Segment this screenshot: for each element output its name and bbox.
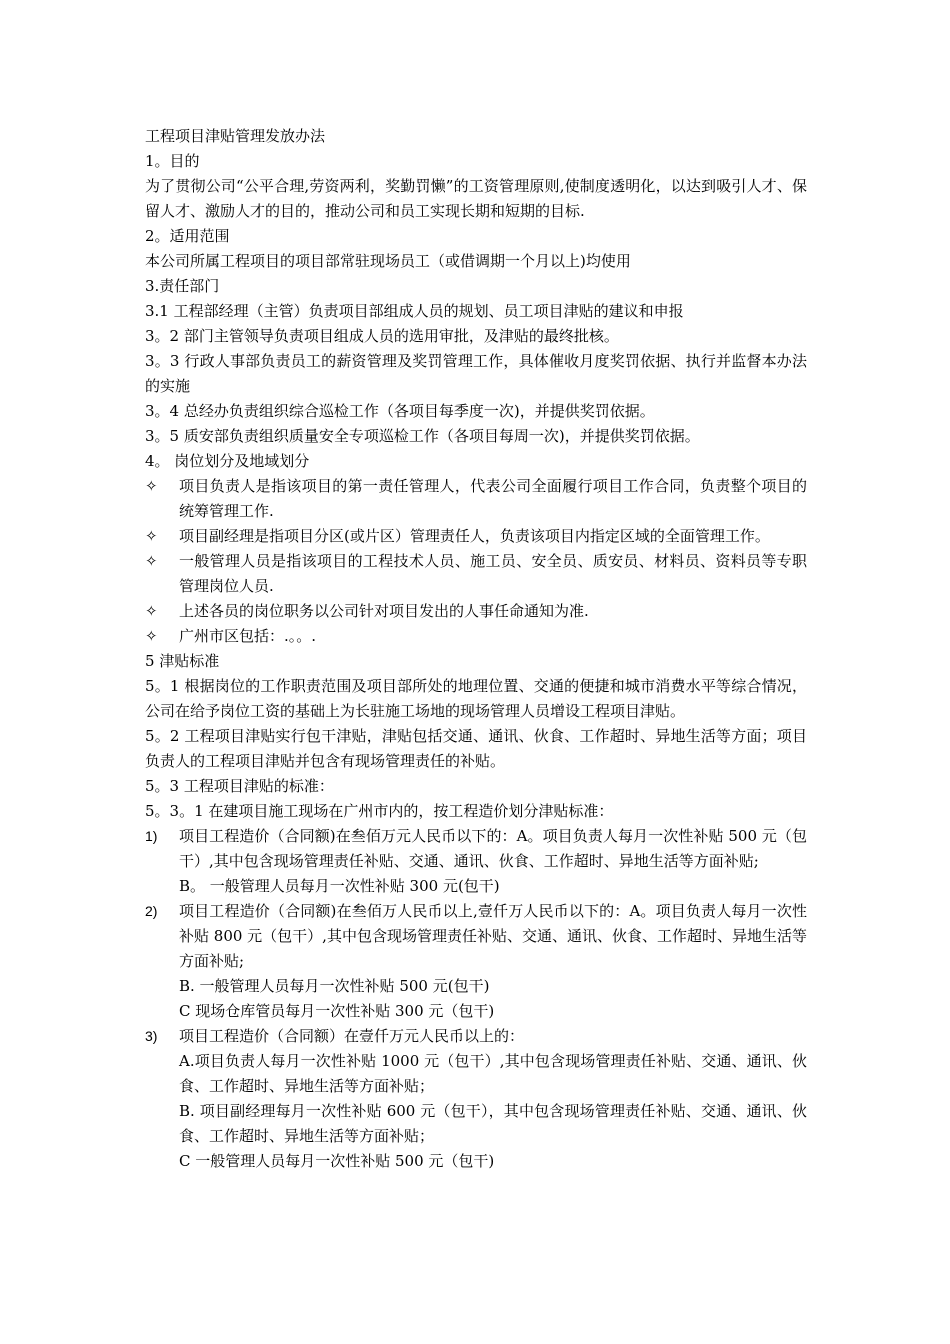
bullet-item [145, 599, 807, 624]
tier-sub-item: B。 一般管理人员每月一次性补贴 300 元(包干) [179, 877, 500, 895]
bullet-text: 项目副经理是指项目分区(或片区）管理责任人，负责该项目内指定区域的全面管理工作。 [179, 527, 770, 545]
section-2-body: 本公司所属工程项目的项目部常驻现场员工（或借调期一个月以上)均使用 [145, 252, 631, 270]
bullet-item [145, 474, 807, 524]
tier-sub-item: B. 项目副经理每月一次性补贴 600 元（包干），其中包含现场管理责任补贴、交通、通讯、伙食、工作超时、异地生活等方面补贴； [179, 1102, 807, 1145]
tier-item [145, 824, 807, 874]
tier-text: 项目工程造价（合同额）在壹仟万元人民币以上的： [179, 1027, 525, 1045]
section-3-heading: 3.责任部门 [145, 277, 220, 295]
tier-number: 1) [145, 828, 158, 844]
section-3-item: 3。3 行政人事部负责员工的薪资管理及奖罚管理工作，具体催收月度奖罚依据、执行并监督本办法的实施 [145, 352, 807, 395]
tier-item [145, 1024, 807, 1049]
section-5-item: 5。2 工程项目津贴实行包干津贴，津贴包括交通、通讯、伙食、工作超时、异地生活等方面；项目负责人的工程项目津贴并包含有现场管理责任的补贴。 [145, 727, 807, 770]
tier-sub-item: C 现场仓库管员每月一次性补贴 300 元（包干) [179, 1002, 495, 1020]
section-1-heading: 1。目的 [145, 152, 200, 170]
section-3-item: 3。4 总经办负责组织综合巡检工作（各项目每季度一次)，并提供奖罚依据。 [145, 402, 655, 420]
bullet-star-icon: ✧ [145, 602, 158, 620]
tier-text: 项目工程造价（合同额)在叁佰万元人民币以下的：A。项目负责人每月一次性补贴 500 元（包干）,其中包含现场管理责任补贴、交通、通讯、伙食、工作超时、异地生活等方面补贴; [179, 827, 807, 870]
bullet-star-icon: ✧ [145, 477, 158, 495]
bullet-star-icon: ✧ [145, 527, 158, 545]
section-5-item: 5。3。1 在建项目施工现场在广州市内的，按工程造价划分津贴标准： [145, 802, 614, 820]
section-3-item: 3。5 质安部负责组织质量安全专项巡检工作（各项目每周一次)，并提供奖罚依据。 [145, 427, 700, 445]
tier-number: 3) [145, 1028, 158, 1044]
section-3-item: 3。2 部门主管领导负责项目组成人员的选用审批，及津贴的最终批核。 [145, 327, 619, 345]
bullet-star-icon: ✧ [145, 627, 158, 645]
bullet-text: 广州市区包括：.。。. [179, 627, 317, 645]
bullet-text: 上述各员的岗位职务以公司针对项目发出的人事任命通知为准. [179, 602, 589, 620]
bullet-star-icon: ✧ [145, 552, 158, 570]
section-4-heading: 4。 岗位划分及地域划分 [145, 452, 310, 470]
bullet-item [145, 624, 807, 649]
section-5-heading: 5 津贴标准 [145, 652, 220, 670]
bullet-text: 项目负责人是指该项目的第一责任管理人，代表公司全面履行项目工作合同，负责整个项目的统筹管理工作. [179, 477, 807, 520]
bullet-text: 一般管理人员是指该项目的工程技术人员、施工员、安全员、质安员、材料员、资料员等专职管理岗位人员. [179, 552, 807, 595]
document-body [145, 124, 807, 1174]
section-3-item: 3.1 工程部经理（主管）负责项目部组成人员的规划、员工项目津贴的建议和申报 [145, 302, 684, 320]
bullet-item [145, 524, 807, 549]
tier-item [145, 899, 807, 974]
section-5-item: 5。3 工程项目津贴的标准： [145, 777, 334, 795]
section-2-heading: 2。适用范围 [145, 227, 230, 245]
section-5-item: 5。1 根据岗位的工作职责范围及项目部所处的地理位置、交通的便捷和城市消费水平等综合情况，公司在给予岗位工资的基础上为长驻施工场地的现场管理人员增设工程项目津贴。 [145, 677, 807, 720]
tier-number: 2) [145, 903, 158, 919]
tier-text: 项目工程造价（合同额)在叁佰万人民币以上,壹仟万人民币以下的：A。项目负责人每月一次性补贴 800 元（包干）,其中包含现场管理责任补贴、交通、通讯、伙食、工作超时、异地生活等方面补贴; [179, 902, 807, 970]
document-title: 工程项目津贴管理发放办法 [145, 127, 326, 145]
tier-sub-item: A.项目负责人每月一次性补贴 1000 元（包干）,其中包含现场管理责任补贴、交通、通讯、伙食、工作超时、异地生活等方面补贴； [179, 1052, 807, 1095]
tier-sub-item: C 一般管理人员每月一次性补贴 500 元（包干) [179, 1152, 495, 1170]
section-1-body: 为了贯彻公司“公平合理,劳资两利，奖勤罚懒”的工资管理原则,使制度透明化，以达到吸引人才、保留人才、激励人才的目的，推动公司和员工实现长期和短期的目标. [145, 177, 807, 220]
tier-sub-item: B. 一般管理人员每月一次性补贴 500 元(包干) [179, 977, 490, 995]
bullet-item [145, 549, 807, 599]
